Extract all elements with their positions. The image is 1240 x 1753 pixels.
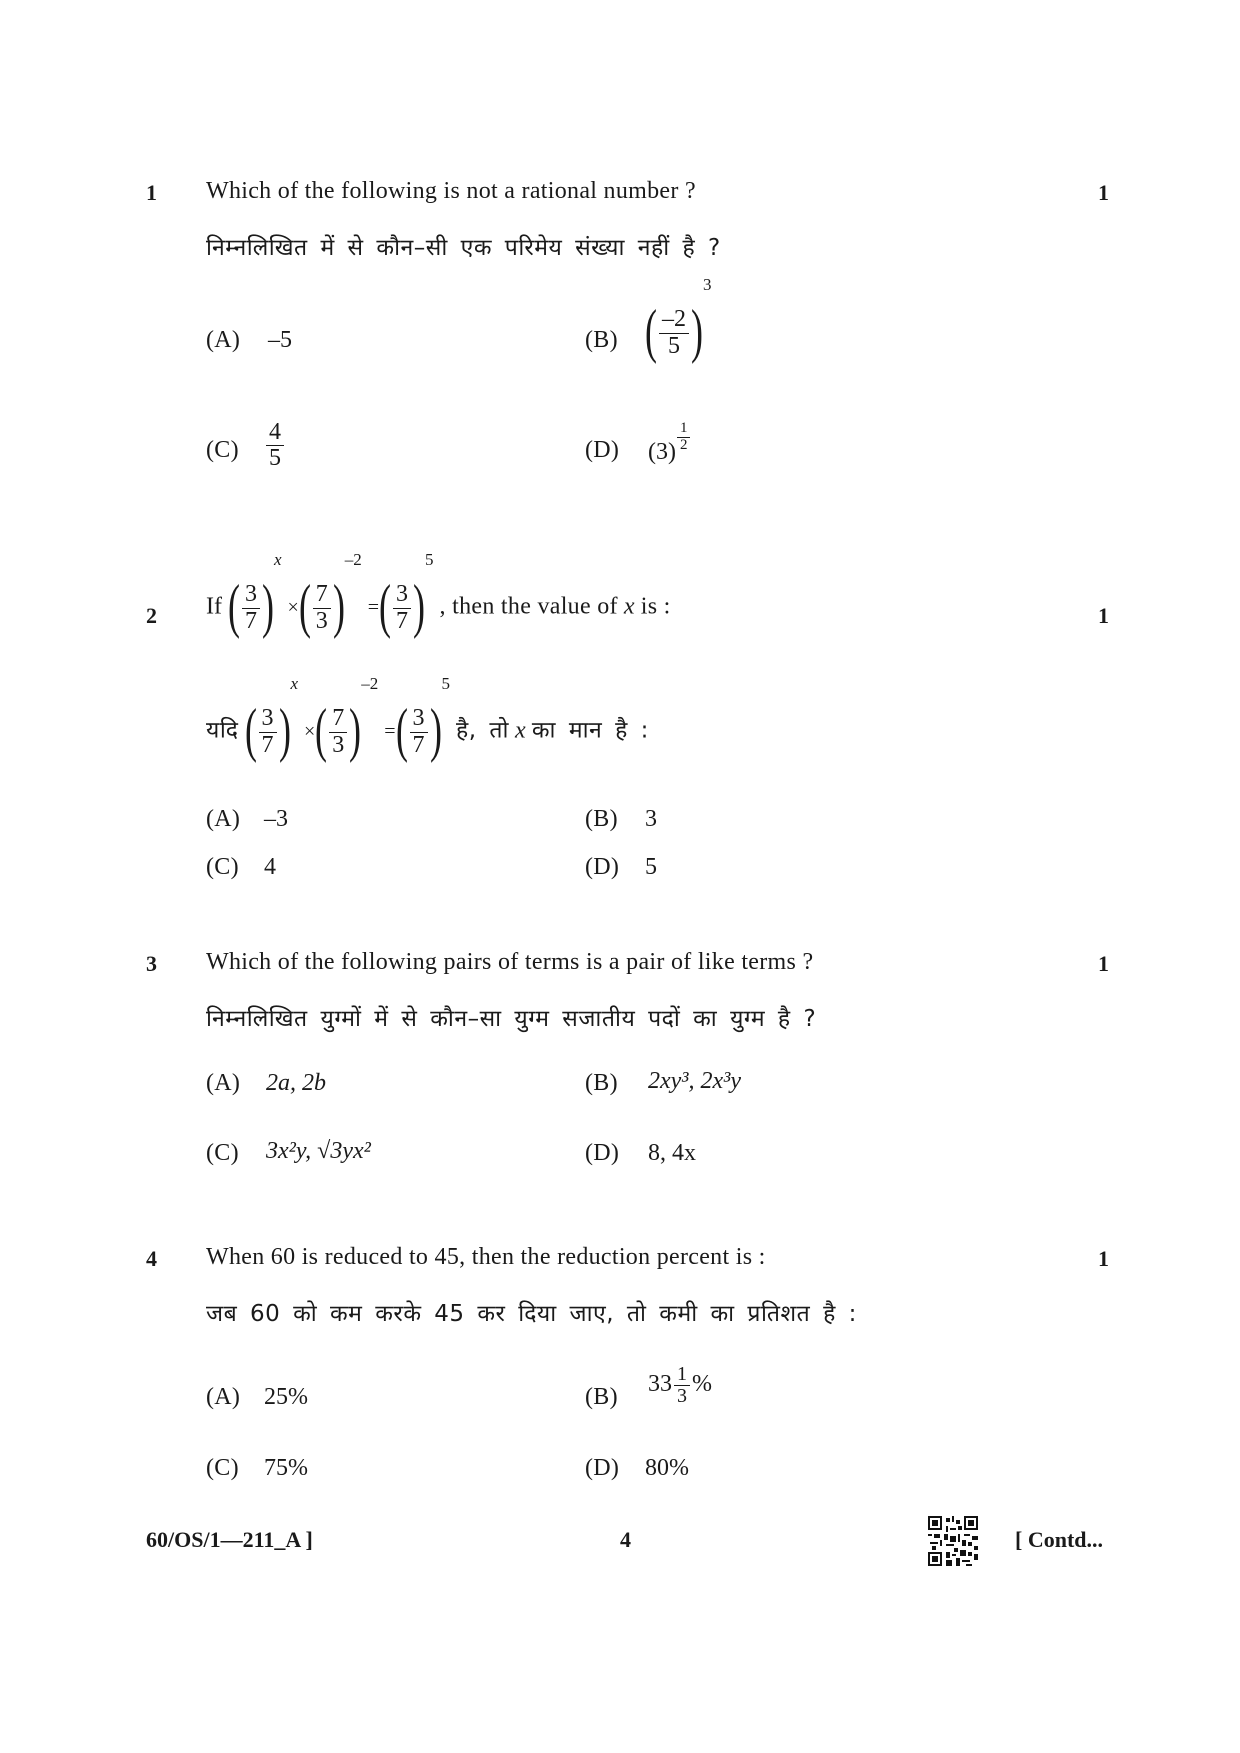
- q2-en-f2-exp: –2: [344, 550, 362, 569]
- q3-option-c-value: 3x²y, √3yx²: [266, 1138, 371, 1164]
- question-2-stem-en: If ( $\frac{3}{7}$ )$^x$ ×( $\frac{7}{3}$ )$^{-2}$ =( $\frac{3}{7}$ )$^5$ , then the value of x is :: [206, 550, 671, 639]
- q2-option-a-value: –3: [264, 806, 288, 832]
- question-1-text-en: Which of the following is not a rational number ?: [206, 178, 696, 204]
- q4-option-b-label: (B): [585, 1384, 618, 1410]
- q2-option-b-label: (B): [585, 806, 618, 832]
- q2-hi-f3-exp: 5: [441, 674, 451, 693]
- q1-option-a-value: –5: [268, 327, 292, 353]
- q2-hi-f3-den: 7: [412, 731, 425, 758]
- question-4-number: 4: [146, 1246, 157, 1271]
- q1-option-a-label: (A): [206, 327, 241, 353]
- q2-hi-times: ×: [304, 720, 316, 743]
- q3-option-a-label: (A): [206, 1070, 241, 1096]
- q2-option-d-value: 5: [645, 854, 657, 880]
- q4-b-percent: %: [692, 1371, 712, 1398]
- q3-option-b-value: 2xy³, 2x³y: [648, 1068, 741, 1094]
- q2-tail-hi-var: x: [514, 717, 526, 744]
- question-3-text-hi: निम्नलिखित युग्मों में से कौन–सा युग्म सजातीय पदों का युग्म है ?: [206, 1006, 817, 1032]
- q4-option-a-label: (A): [206, 1384, 241, 1410]
- question-3-marks: 1: [1098, 951, 1109, 976]
- q1-c-numerator: 4: [266, 420, 284, 446]
- q4-option-b-value: [648, 1364, 712, 1407]
- question-1-number: 1: [146, 180, 157, 205]
- q1-option-b-label: (B): [585, 327, 618, 353]
- question-4-marks: 1: [1098, 1246, 1109, 1271]
- q2-en-times: ×: [287, 596, 299, 619]
- continued-marker: [ Contd...: [1015, 1527, 1104, 1552]
- q1-option-b-value: ( $\frac{-2}{5}$ )$^3$: [644, 275, 712, 364]
- q2-en-equals: =: [367, 596, 380, 619]
- question-2-stem-hi: यदि ( $\frac{3}{7}$ )$^x$ ×( $\frac{7}{3}$ )$^{-2}$ =( $\frac{3}{7}$ )$^5$ है, तो x का मान है :: [206, 674, 649, 763]
- q2-en-f1-num: 3: [242, 582, 260, 608]
- q1-d-exp-denominator: 2: [679, 436, 688, 453]
- q2-option-d-label: (D): [585, 854, 620, 880]
- q2-en-f2-num: 7: [313, 582, 331, 608]
- q2-hi-f2-exp: –2: [361, 674, 379, 693]
- q2-hi-equals: =: [384, 720, 396, 743]
- question-2-number: 2: [146, 603, 157, 628]
- q4-b-denominator: 3: [677, 1385, 687, 1407]
- q2-hi-f2-den: 3: [332, 731, 345, 758]
- page-number: 4: [620, 1527, 631, 1552]
- q3-option-b-label: (B): [585, 1070, 618, 1096]
- q2-if-en: If: [206, 593, 222, 620]
- q1-option-c-value: [264, 420, 286, 471]
- q4-option-c-label: (C): [206, 1455, 239, 1481]
- question-1-text-hi: निम्नलिखित में से कौन–सी एक परिमेय संख्या नहीं है ?: [206, 235, 721, 261]
- q2-en-f3-exp: 5: [425, 550, 434, 569]
- q3-option-c-label: (C): [206, 1140, 239, 1166]
- q3-option-a-value: 2a, 2b: [266, 1070, 326, 1096]
- q1-b-exponent: 3: [702, 275, 712, 294]
- paper-code: 60/OS/1—211_A ]: [146, 1527, 313, 1552]
- q4-option-d-value: 80%: [645, 1455, 689, 1481]
- q2-en-f1-den: 7: [244, 607, 257, 634]
- q1-option-d-label: (D): [585, 437, 620, 463]
- q2-option-a-label: (A): [206, 806, 241, 832]
- q3-option-d-label: (D): [585, 1140, 620, 1166]
- q1-option-c-label: (C): [206, 437, 239, 463]
- q2-hi-f1-num: 3: [259, 706, 277, 732]
- q2-en-f2-den: 3: [315, 607, 328, 634]
- q2-tail-en: , then the value of: [439, 593, 618, 620]
- q2-hi-f3-num: 3: [410, 706, 428, 732]
- q2-hi-f1-den: 7: [261, 731, 274, 758]
- q3-option-d-value: 8, 4x: [648, 1140, 696, 1166]
- q4-option-c-value: 75%: [264, 1455, 308, 1481]
- q2-if-hi: यदि: [206, 717, 239, 744]
- question-3-text-en: Which of the following pairs of terms is a pair of like terms ?: [206, 949, 814, 975]
- q2-en-f1-exp: x: [273, 550, 282, 569]
- q2-option-c-label: (C): [206, 854, 239, 880]
- qr-code-icon: [928, 1516, 978, 1571]
- q4-option-d-label: (D): [585, 1455, 620, 1481]
- q2-tail-hi-end: का मान है :: [531, 717, 649, 744]
- q2-hi-f2-num: 7: [329, 706, 347, 732]
- q2-en-f3-num: 3: [393, 582, 411, 608]
- q2-option-c-value: 4: [264, 854, 276, 880]
- q2-tail-hi: है, तो: [456, 717, 509, 744]
- q1-d-base: (3): [648, 438, 676, 465]
- q1-b-numerator: –2: [659, 307, 689, 333]
- q1-option-d-value: [648, 420, 692, 470]
- q2-hi-f1-exp: x: [290, 674, 299, 693]
- question-1-marks: 1: [1098, 180, 1109, 205]
- q4-b-whole: 33: [648, 1371, 672, 1398]
- q1-d-exp-numerator: 1: [677, 421, 691, 438]
- question-2-marks: 1: [1098, 603, 1109, 628]
- q2-option-b-value: 3: [645, 806, 657, 832]
- q2-en-f3-den: 7: [396, 607, 409, 634]
- q1-c-denominator: 5: [269, 445, 281, 472]
- q4-option-a-value: 25%: [264, 1384, 308, 1410]
- question-4-text-en: When 60 is reduced to 45, then the reduction percent is :: [206, 1244, 766, 1270]
- q1-b-denominator: 5: [667, 332, 680, 359]
- q2-tail-en-end: is :: [640, 593, 671, 620]
- question-4-text-hi: जब 60 को कम करके 45 कर दिया जाए, तो कमी का प्रतिशत है :: [206, 1301, 857, 1327]
- q4-b-numerator: 1: [674, 1364, 690, 1386]
- question-3-number: 3: [146, 951, 157, 976]
- q2-tail-en-var: x: [623, 593, 635, 620]
